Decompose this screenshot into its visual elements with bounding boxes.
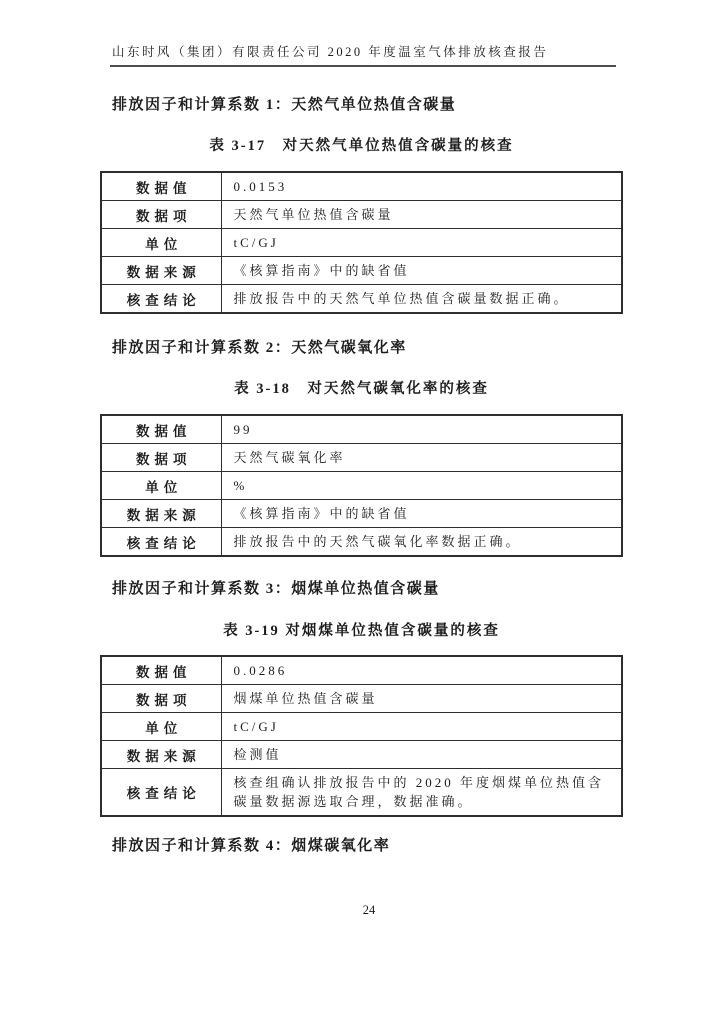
row-value: 天然气碳氧化率 (221, 444, 622, 472)
table-row (101, 229, 622, 257)
row-value: 检测值 (221, 741, 622, 769)
table-row (101, 257, 622, 285)
table-row (101, 769, 622, 817)
row-label: 数据项 (101, 685, 221, 713)
table-row (101, 656, 622, 685)
table-row (101, 172, 622, 201)
page-content (100, 95, 623, 856)
table-title-3-18: 表 3-18 对天然气碳氧化率的核查 (234, 381, 489, 397)
row-value: 排放报告中的天然气碳氧化率数据正确。 (221, 528, 622, 557)
row-label: 单位 (101, 472, 221, 500)
table-row (101, 444, 622, 472)
row-label: 数据项 (101, 444, 221, 472)
row-label: 核查结论 (101, 528, 221, 557)
table-row (101, 500, 622, 528)
row-label: 数据来源 (101, 257, 221, 285)
row-label: 单位 (101, 229, 221, 257)
row-value: % (221, 472, 622, 500)
row-value: tC/GJ (221, 229, 622, 257)
verification-table-3-18 (100, 414, 623, 557)
table-title-3-17: 表 3-17 对天然气单位热值含碳量的核查 (209, 138, 514, 154)
row-label: 数据值 (101, 172, 221, 201)
row-value: 核查组确认排放报告中的 2020 年度烟煤单位热值含碳量数据源选取合理，数据准确。 (221, 769, 622, 817)
row-value: tC/GJ (221, 713, 622, 741)
table-row (101, 415, 622, 444)
section-heading-2: 排放因子和计算系数 2：天然气碳氧化率 (112, 340, 407, 356)
table-row (101, 472, 622, 500)
row-value: 烟煤单位热值含碳量 (221, 685, 622, 713)
row-label: 单位 (101, 713, 221, 741)
row-value: 排放报告中的天然气单位热值含碳量数据正确。 (221, 285, 622, 314)
header-title: 山东时风（集团）有限责任公司 2020 年度温室气体排放核查报告 (112, 45, 549, 59)
page-header (110, 44, 616, 67)
row-value: 0.0153 (221, 172, 622, 201)
table-row (101, 685, 622, 713)
row-label: 核查结论 (101, 769, 221, 817)
row-value: 天然气单位热值含碳量 (221, 201, 622, 229)
verification-table-3-17 (100, 171, 623, 314)
section-heading-1: 排放因子和计算系数 1：天然气单位热值含碳量 (112, 97, 457, 113)
row-value: 99 (221, 415, 622, 444)
row-label: 核查结论 (101, 285, 221, 314)
row-label: 数据来源 (101, 500, 221, 528)
table-row (101, 713, 622, 741)
section-heading-3: 排放因子和计算系数 3：烟煤单位热值含碳量 (112, 581, 440, 597)
row-label: 数据值 (101, 415, 221, 444)
row-label: 数据项 (101, 201, 221, 229)
table-row (101, 741, 622, 769)
table-row (101, 528, 622, 557)
table-row (101, 201, 622, 229)
page-number: 24 (362, 903, 376, 917)
row-value: 0.0286 (221, 656, 622, 685)
row-label: 数据值 (101, 656, 221, 685)
table-row (101, 285, 622, 314)
verification-table-3-19 (100, 655, 623, 817)
row-label: 数据来源 (101, 741, 221, 769)
row-value: 《核算指南》中的缺省值 (221, 500, 622, 528)
table-title-3-19: 表 3-19 对烟煤单位热值含碳量的核查 (223, 623, 500, 639)
section-heading-4: 排放因子和计算系数 4：烟煤碳氧化率 (112, 838, 391, 854)
row-value: 《核算指南》中的缺省值 (221, 257, 622, 285)
